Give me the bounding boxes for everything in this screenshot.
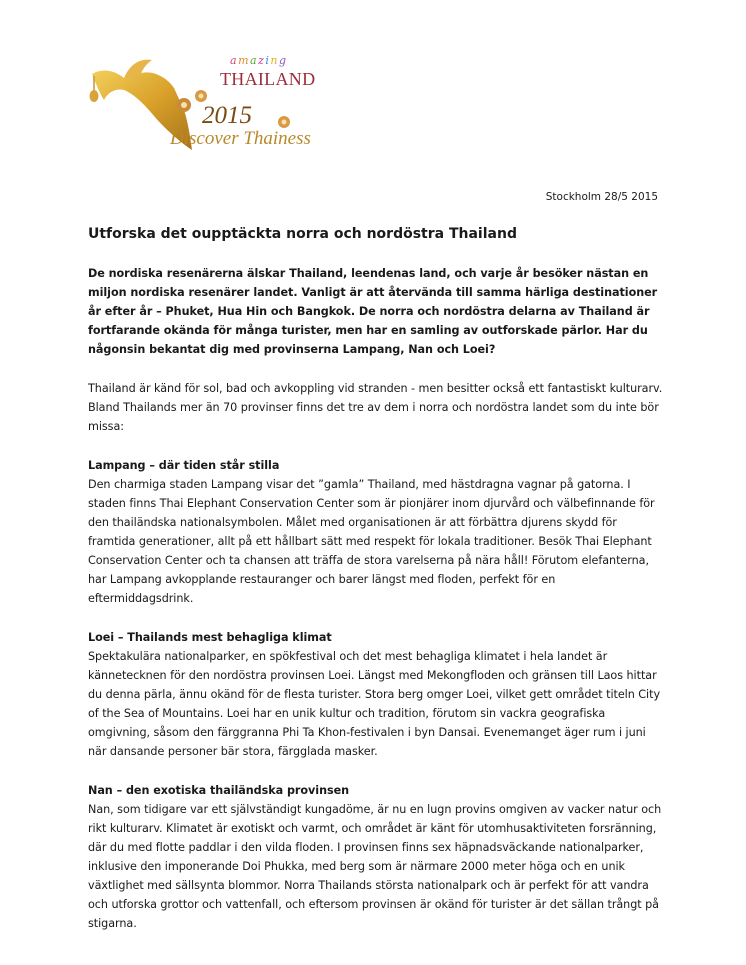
logo-tagline: Discover Thainess <box>170 128 311 149</box>
section-heading: Nan – den exotiska thailändska provinsen <box>88 784 350 797</box>
document-body <box>88 264 663 953</box>
amazing-thailand-logo <box>84 50 344 160</box>
logo-amazing-letter: n <box>270 54 279 67</box>
logo-amazing-letter: i <box>265 54 271 67</box>
dateline: Stockholm 28/5 2015 <box>545 191 658 203</box>
logo-amazing-letter: a <box>250 54 259 67</box>
section-heading: Loei – Thailands mest behagliga klimat <box>88 631 332 644</box>
logo-amazing-word <box>230 54 288 67</box>
logo-amazing-letter: g <box>278 54 288 67</box>
section-body: Spektakulära nationalparker, en spökfestival och det mest behagliga klimatet i hela landet är kännetecknen för den nordöstra provinsen Loei. Längst med Mekongfloden och gränsen till Laos hittar du denna pärla, ännu okänd för de flesta turister. Stora berg omger Loei, vilket gett området titeln City of the Sea of Mountains. Loei har en unik kultur och tradition, förutom sin vackra geografiska omgivning, såsom den färggranna Phi Ta Khon-festivalen i byn Dansai. Evenemanget äger rum i juni när dansande personer bär stora, färgglada masker. <box>88 650 661 758</box>
section-body: Den charmiga staden Lampang visar det ”gamla” Thailand, med hästdragna vagnar på gatorna. I staden finns Thai Elephant Conservation Center som är pionjärer inom djurvård och välbefinnande för den thailändska nationalsymbolen. Målet med organisationen är att förbättra djurens skydd för framtida generationer, allt på ett hållbart sätt med respekt för lokala traditioner. Besök Thai Elephant Conservation Center och ta chansen att träffa de stora varelserna på nära håll! Förutom elefanterna, har Lampang avkopplande restauranger och barer längst med floden, perfekt för en eftermiddagsdrink. <box>88 478 655 605</box>
logo-year: 2015 <box>202 102 252 129</box>
section-lampang <box>88 456 663 608</box>
section-heading: Lampang – där tiden står stilla <box>88 459 280 472</box>
logo-amazing-letter: a <box>230 54 239 67</box>
intro-paragraph: Thailand är känd för sol, bad och avkoppling vid stranden - men besitter också ett fantastiskt kulturarv. Bland Thailands mer än 70 provinser finns det tre av dem i norra och nordöstra landet som du inte bör missa: <box>88 382 663 433</box>
logo-amazing-letter: m <box>238 54 250 67</box>
section-body: Nan, som tidigare var ett självständigt kungadöme, är nu en lugn provins omgiven av vacker natur och rikt kulturarv. Klimatet är exotiskt och varmt, och området är känt för utomhusaktiviteten forsränning, där du med flotte paddlar i den vilda floden. I provinsen finns sex häpnadsväckande nationalparker, inklusive den imponerande Doi Phukka, med berg som är närmare 2000 meter höga och en unik växtlighet med sällsynta blommor. Norra Thailands största nationalpark och är perfekt för att vandra och utforska grottor och vattenfall, och eftersom provinsen är okänd för turister är det sällan trångt på stigarna. <box>88 803 662 930</box>
logo-amazing-letter: z <box>258 54 266 67</box>
document-title: Utforska det oupptäckta norra och nordöstra Thailand <box>88 226 517 242</box>
lead-paragraph: De nordiska resenärerna älskar Thailand, leendenas land, och varje år besöker nästan en miljon nordiska resenärer landet. Vanligt är att återvända till samma härliga destinationer år efter år – Phuket, Hua Hin och Bangkok. De norra och nordöstra delarna av Thailand är fortfarande okända för många turister, men har en samling av outforskade pärlor. Har du någonsin bekantat dig med provinserna Lampang, Nan och Loei? <box>88 267 658 356</box>
section-nan <box>88 781 663 933</box>
logo-brand-name: THAILAND <box>220 69 316 89</box>
section-loei <box>88 628 663 761</box>
